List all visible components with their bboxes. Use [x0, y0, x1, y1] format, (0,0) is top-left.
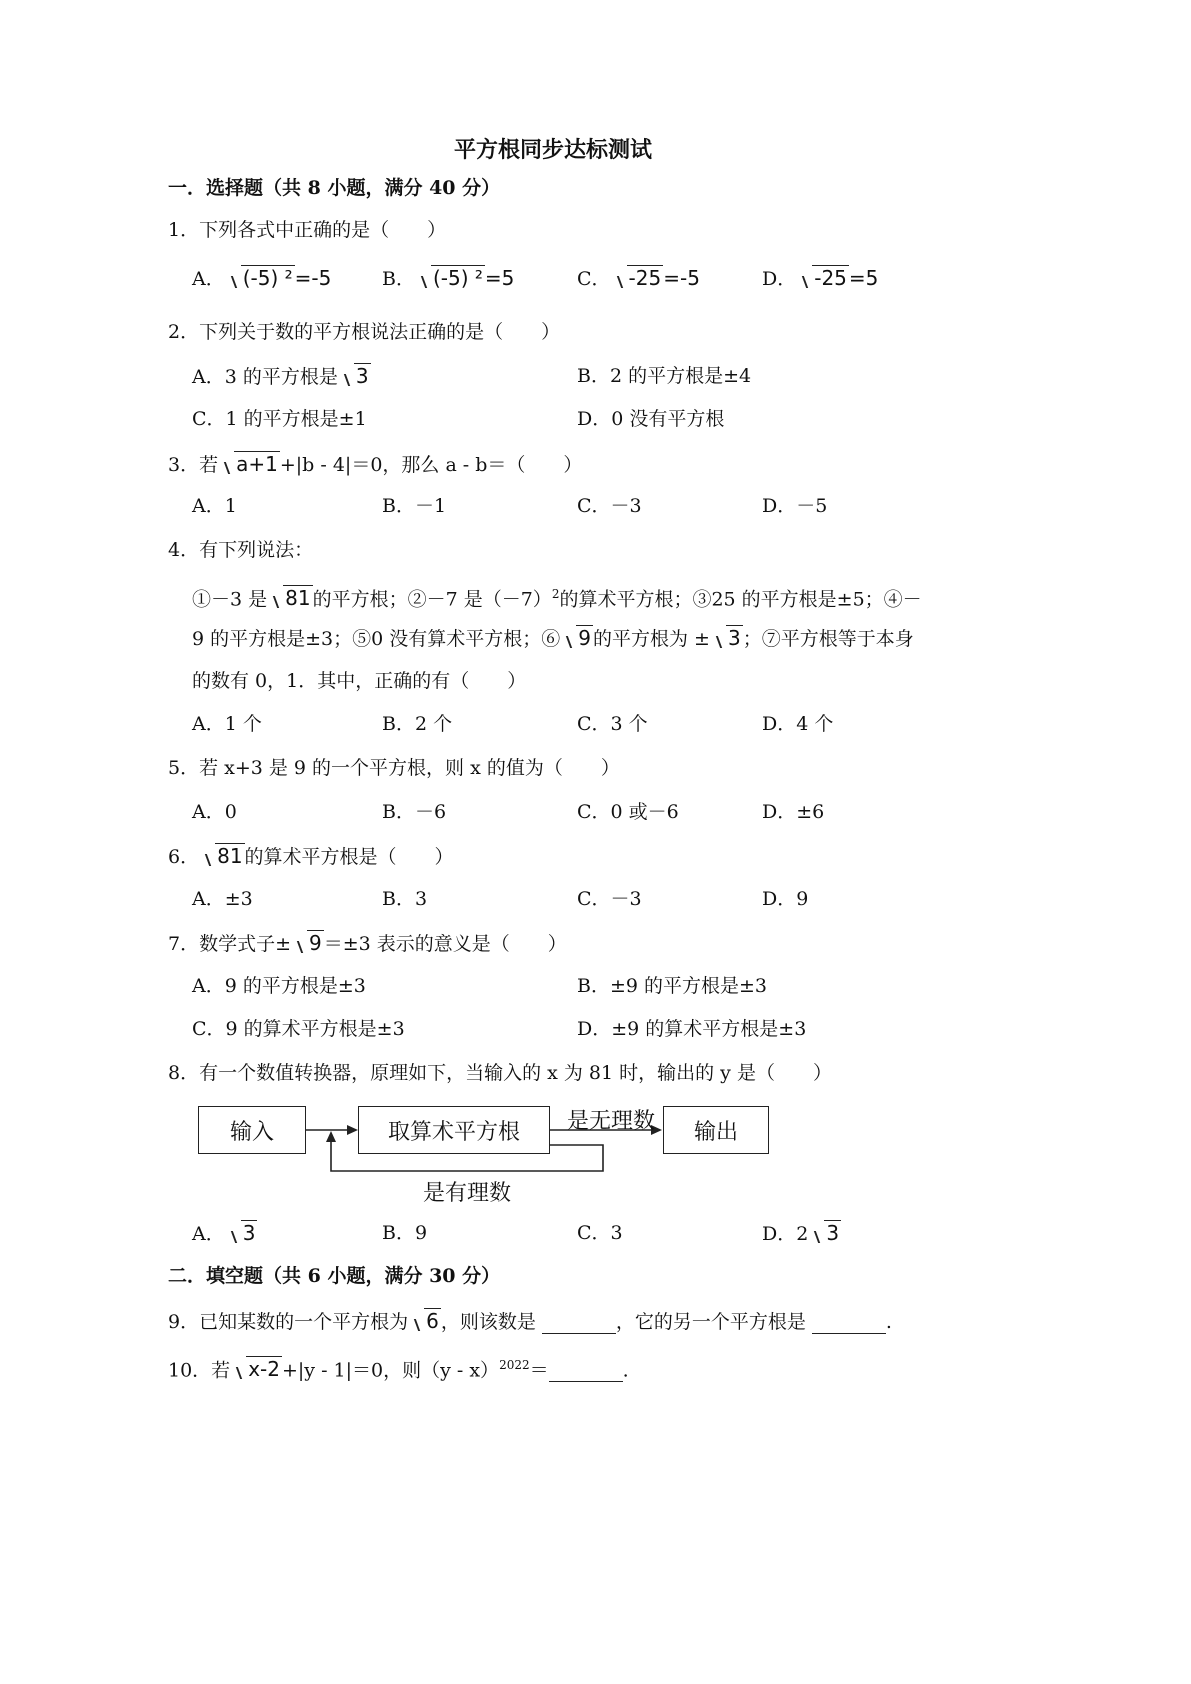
- radical: 81: [201, 844, 244, 868]
- q6-option-a: A．±3: [192, 888, 253, 910]
- radical: 3: [227, 1221, 258, 1245]
- section-2-heading: 二．填空题（共 6 小题，满分 30 分）: [168, 1265, 501, 1287]
- question-6-stem: 6． 81 的算术平方根是（ ）: [168, 844, 454, 868]
- question-10: 10．若 x-2 +|y - 1|＝0，则（y - x）$^{2022}$＝ .: [168, 1357, 629, 1382]
- flow-label-rational: 是有理数: [423, 1181, 512, 1206]
- radical: a+1: [220, 452, 280, 476]
- q6-option-b: B．3: [382, 888, 428, 910]
- q2-option-b: B．2 的平方根是±4: [577, 365, 752, 387]
- question-8-stem: 8．有一个数值转换器，原理如下，当输入的 x 为 81 时，输出的 y 是（ ）: [168, 1062, 832, 1084]
- q2-option-a: A．3 的平方根是 3: [192, 364, 369, 388]
- option-letter: A．: [192, 268, 225, 290]
- page-title: 平方根同步达标测试: [454, 137, 653, 163]
- q8-option-a: A． 3: [192, 1221, 256, 1245]
- question-3-stem: 3．若 a+1 +|b - 4|＝0，那么 a - b＝（ ）: [168, 452, 583, 476]
- radical: 9: [293, 931, 324, 955]
- q3-option-d: D．－5: [762, 495, 828, 517]
- question-9: 9．已知某数的一个平方根为 6 ，则该数是 ，它的另一个平方根是 .: [168, 1309, 892, 1333]
- q3-option-c: C．－3: [577, 495, 642, 517]
- question-5-stem: 5．若 x+3 是 9 的一个平方根，则 x 的值为（ ）: [168, 757, 620, 779]
- arrow-head: [326, 1131, 336, 1142]
- q2-option-d: D．0 没有平方根: [577, 408, 725, 430]
- radical: 3: [712, 626, 743, 650]
- q6-option-d: D．9: [762, 888, 809, 910]
- q5-option-d: D．±6: [762, 801, 825, 823]
- q5-option-c: C．0 或－6: [577, 801, 679, 823]
- q4-option-b: B．2 个: [382, 713, 453, 735]
- question-7-stem: 7．数学式子± 9 ＝±3 表示的意义是（ ）: [168, 931, 567, 955]
- q4-option-d: D．4 个: [762, 713, 834, 735]
- q5-option-a: A．0: [192, 801, 237, 823]
- q1-option-c: C． -25 =-5: [577, 266, 700, 290]
- radical: x-2: [232, 1357, 282, 1381]
- radical: 9: [562, 626, 593, 650]
- radical: 81: [269, 586, 312, 610]
- answer-blank[interactable]: [812, 1315, 886, 1334]
- q1-option-b: B． (-5) ² =5: [382, 266, 515, 290]
- q8-option-c: C．3: [577, 1222, 623, 1244]
- q8-option-d: D．2 3: [762, 1221, 840, 1245]
- radical: -25: [613, 266, 664, 290]
- flow-input-box: 输入: [198, 1106, 306, 1154]
- q3-option-a: A．1: [192, 495, 237, 517]
- question-4-stem: 4．有下列说法：: [168, 539, 314, 561]
- question-2-stem: 2．下列关于数的平方根说法正确的是（ ）: [168, 321, 561, 343]
- q4-statement-line-2: 9 的平方根是±3；⑤0 没有算术平方根；⑥ 9 的平方根为 ± 3 ；⑦平方根等于本身: [192, 626, 914, 650]
- radical: 3: [340, 364, 371, 388]
- q2-option-c: C．1 的平方根是±1: [192, 408, 367, 430]
- radical: 6: [410, 1309, 441, 1333]
- flow-process-box: 取算术平方根: [358, 1106, 550, 1154]
- radical: -25: [798, 266, 849, 290]
- q8-option-b: B．9: [382, 1222, 428, 1244]
- answer-blank[interactable]: [549, 1363, 623, 1382]
- q7-option-c: C．9 的算术平方根是±3: [192, 1018, 405, 1040]
- q4-statement-line-3: 的数有 0，1．其中，正确的有（ ）: [192, 670, 527, 692]
- radical: (-5) ²: [227, 266, 295, 290]
- q4-option-a: A．1 个: [192, 713, 262, 735]
- q1-option-a: A． (-5) ² =-5: [192, 266, 332, 290]
- section-1-heading: 一．选择题（共 8 小题，满分 40 分）: [168, 177, 501, 199]
- q1-option-d: D． -25 =5: [762, 266, 879, 290]
- q6-option-c: C．－3: [577, 888, 642, 910]
- q4-statement-line-1: ①－3 是 81 的平方根；②－7 是$(-7)^2$的算术平方根；③25 的平方根是±5；④－: [192, 586, 922, 611]
- arrow-head: [347, 1125, 358, 1135]
- q7-option-b: B．±9 的平方根是±3: [577, 975, 768, 997]
- q5-option-b: B．－6: [382, 801, 447, 823]
- q7-option-a: A．9 的平方根是±3: [192, 975, 366, 997]
- flow-label-irrational: 是无理数: [567, 1109, 656, 1134]
- q7-option-d: D．±9 的算术平方根是±3: [577, 1018, 807, 1040]
- question-1-stem: 1．下列各式中正确的是（ ）: [168, 219, 447, 241]
- q4-option-c: C．3 个: [577, 713, 648, 735]
- radical: 3: [810, 1221, 841, 1245]
- flow-output-box: 输出: [663, 1106, 769, 1154]
- answer-blank[interactable]: [542, 1315, 616, 1334]
- q3-option-b: B．－1: [382, 495, 447, 517]
- radical: (-5) ²: [417, 266, 485, 290]
